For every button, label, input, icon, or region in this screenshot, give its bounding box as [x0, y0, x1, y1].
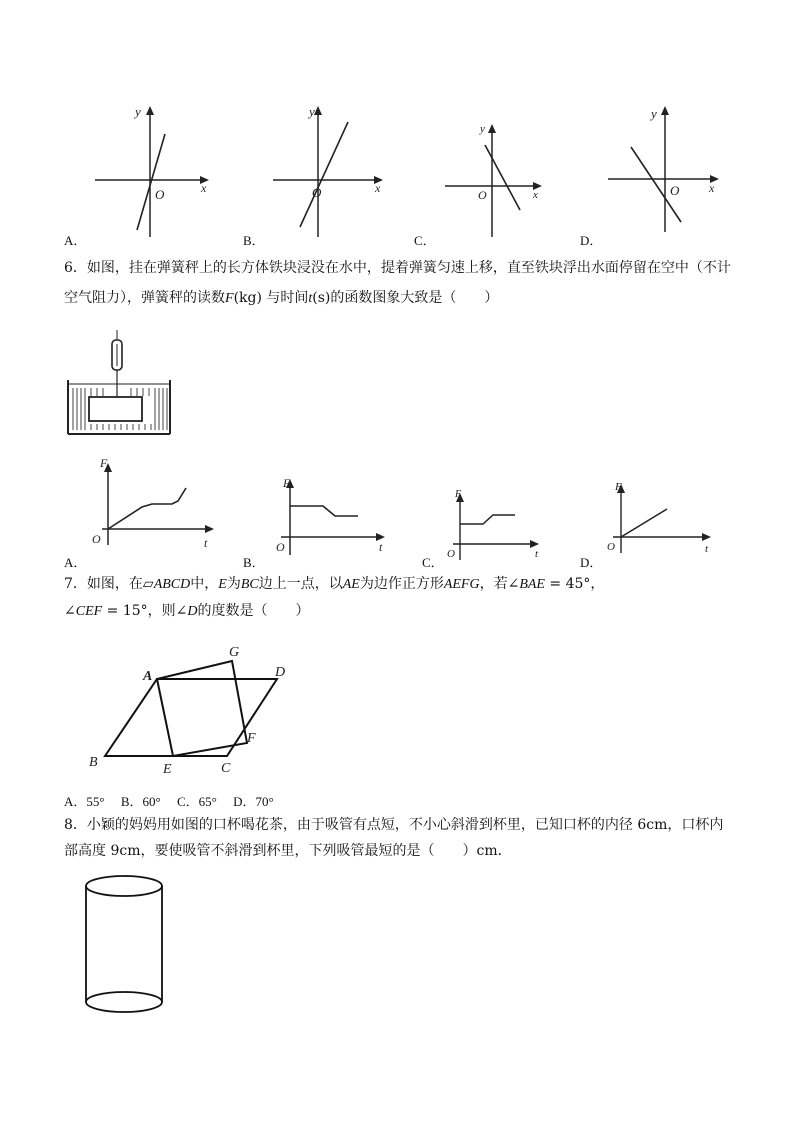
- q5c-y-label: y: [480, 123, 485, 135]
- q5d-x-label: x: [709, 181, 715, 195]
- q6-number: 6．: [64, 260, 87, 276]
- q5b-origin: O: [312, 185, 322, 200]
- q5c-origin: O: [478, 188, 487, 202]
- q6b-f-label: F: [283, 476, 291, 490]
- q6b-t-label: t: [379, 540, 383, 554]
- q8-number: 8．: [64, 817, 87, 833]
- q7-label-f: F: [247, 731, 256, 746]
- q8-line2: 部高度 9cm，要使吸管不斜滑到杯里，下列吸管最短的是（ ）cm．: [64, 843, 512, 859]
- q7-option-a[interactable]: A．55°: [64, 794, 105, 809]
- q5-graph-a: [85, 102, 215, 232]
- q6c-f-label: F: [455, 489, 462, 500]
- q5-graph-b: [265, 102, 395, 232]
- q5-graph-c: [440, 112, 570, 242]
- q7-option-b[interactable]: B．60°: [120, 794, 161, 809]
- q6a-f-label: F: [100, 456, 108, 470]
- q7-option-c[interactable]: C．65°: [176, 794, 217, 809]
- q7-label-e: E: [163, 762, 172, 777]
- q5-option-b[interactable]: B．: [243, 233, 265, 248]
- q5-option-a[interactable]: A．: [64, 233, 87, 248]
- q7-option-d[interactable]: D．70°: [233, 794, 274, 809]
- q5a-x-label: x: [201, 181, 207, 195]
- q6d-t-label: t: [705, 543, 709, 555]
- q5-option-c[interactable]: C．: [414, 233, 436, 248]
- q8-text: [64, 815, 754, 861]
- q8-line1: 8．小颖的妈妈用如图的口杯喝花茶，由于吸管有点短，不小心斜滑到杯里，已知口杯的内径 6cm，口杯内: [64, 817, 724, 833]
- q7-label-d: D: [275, 665, 286, 680]
- q6b-origin: O: [276, 540, 285, 554]
- q6-graph-d: [605, 478, 735, 558]
- q6d-f-label: F: [615, 481, 622, 493]
- q6a-origin: O: [92, 532, 101, 546]
- q5a-y-label: y: [135, 104, 141, 119]
- q5b-x-label: x: [375, 181, 381, 195]
- cup-figure: [82, 872, 172, 1022]
- q6-line2: 空气阻力），弹簧秤的读数F(kg) 与时间t(s)的函数图象大致是（ ）: [64, 290, 499, 306]
- q5-graph-d: [603, 102, 733, 232]
- q5-option-d[interactable]: D．: [580, 233, 603, 248]
- q7-number: 7．: [64, 576, 87, 592]
- q6-option-a[interactable]: A．: [64, 555, 87, 570]
- q6a-t-label: t: [204, 536, 208, 550]
- q7-label-c: C: [221, 761, 231, 776]
- q6-graph-c: [447, 485, 567, 565]
- q7-label-g: G: [229, 645, 240, 660]
- q6c-t-label: t: [535, 548, 539, 560]
- q6-line1: 6．如图，挂在弹簧秤上的长方体铁块浸没在水中，提着弹簧匀速上移，直至铁块浮出水面停留在空中（不计: [64, 260, 731, 276]
- q7-line2: ∠CEF = 15°，则∠D的度数是（ ）: [64, 603, 310, 619]
- q7-line1: 7．如图，在▱ABCD中，E为BC边上一点，以AE为边作正方形AEFG，若∠BAE = 45°，: [64, 576, 605, 592]
- q7-label-b: B: [89, 755, 98, 770]
- q5a-origin: O: [155, 187, 165, 202]
- q5d-origin: O: [670, 183, 680, 198]
- q6-option-c[interactable]: C．: [422, 555, 444, 570]
- q7-text: [64, 574, 744, 622]
- q5b-y-label: y: [309, 104, 315, 119]
- q7-label-a: A: [143, 669, 153, 684]
- q6-option-b[interactable]: B．: [243, 555, 265, 570]
- q6-option-d[interactable]: D．: [580, 555, 603, 570]
- q5c-x-label: x: [533, 189, 538, 201]
- q6-text: [64, 258, 744, 309]
- q7-parallelogram-figure: [85, 638, 305, 778]
- q6c-origin: O: [447, 548, 455, 560]
- q6-graph-a: [90, 455, 220, 550]
- q6-graph-b: [273, 475, 403, 565]
- q6d-origin: O: [607, 541, 615, 553]
- q7-options: [64, 791, 274, 810]
- q5d-y-label: y: [651, 106, 657, 121]
- spring-scale-figure: [65, 330, 175, 440]
